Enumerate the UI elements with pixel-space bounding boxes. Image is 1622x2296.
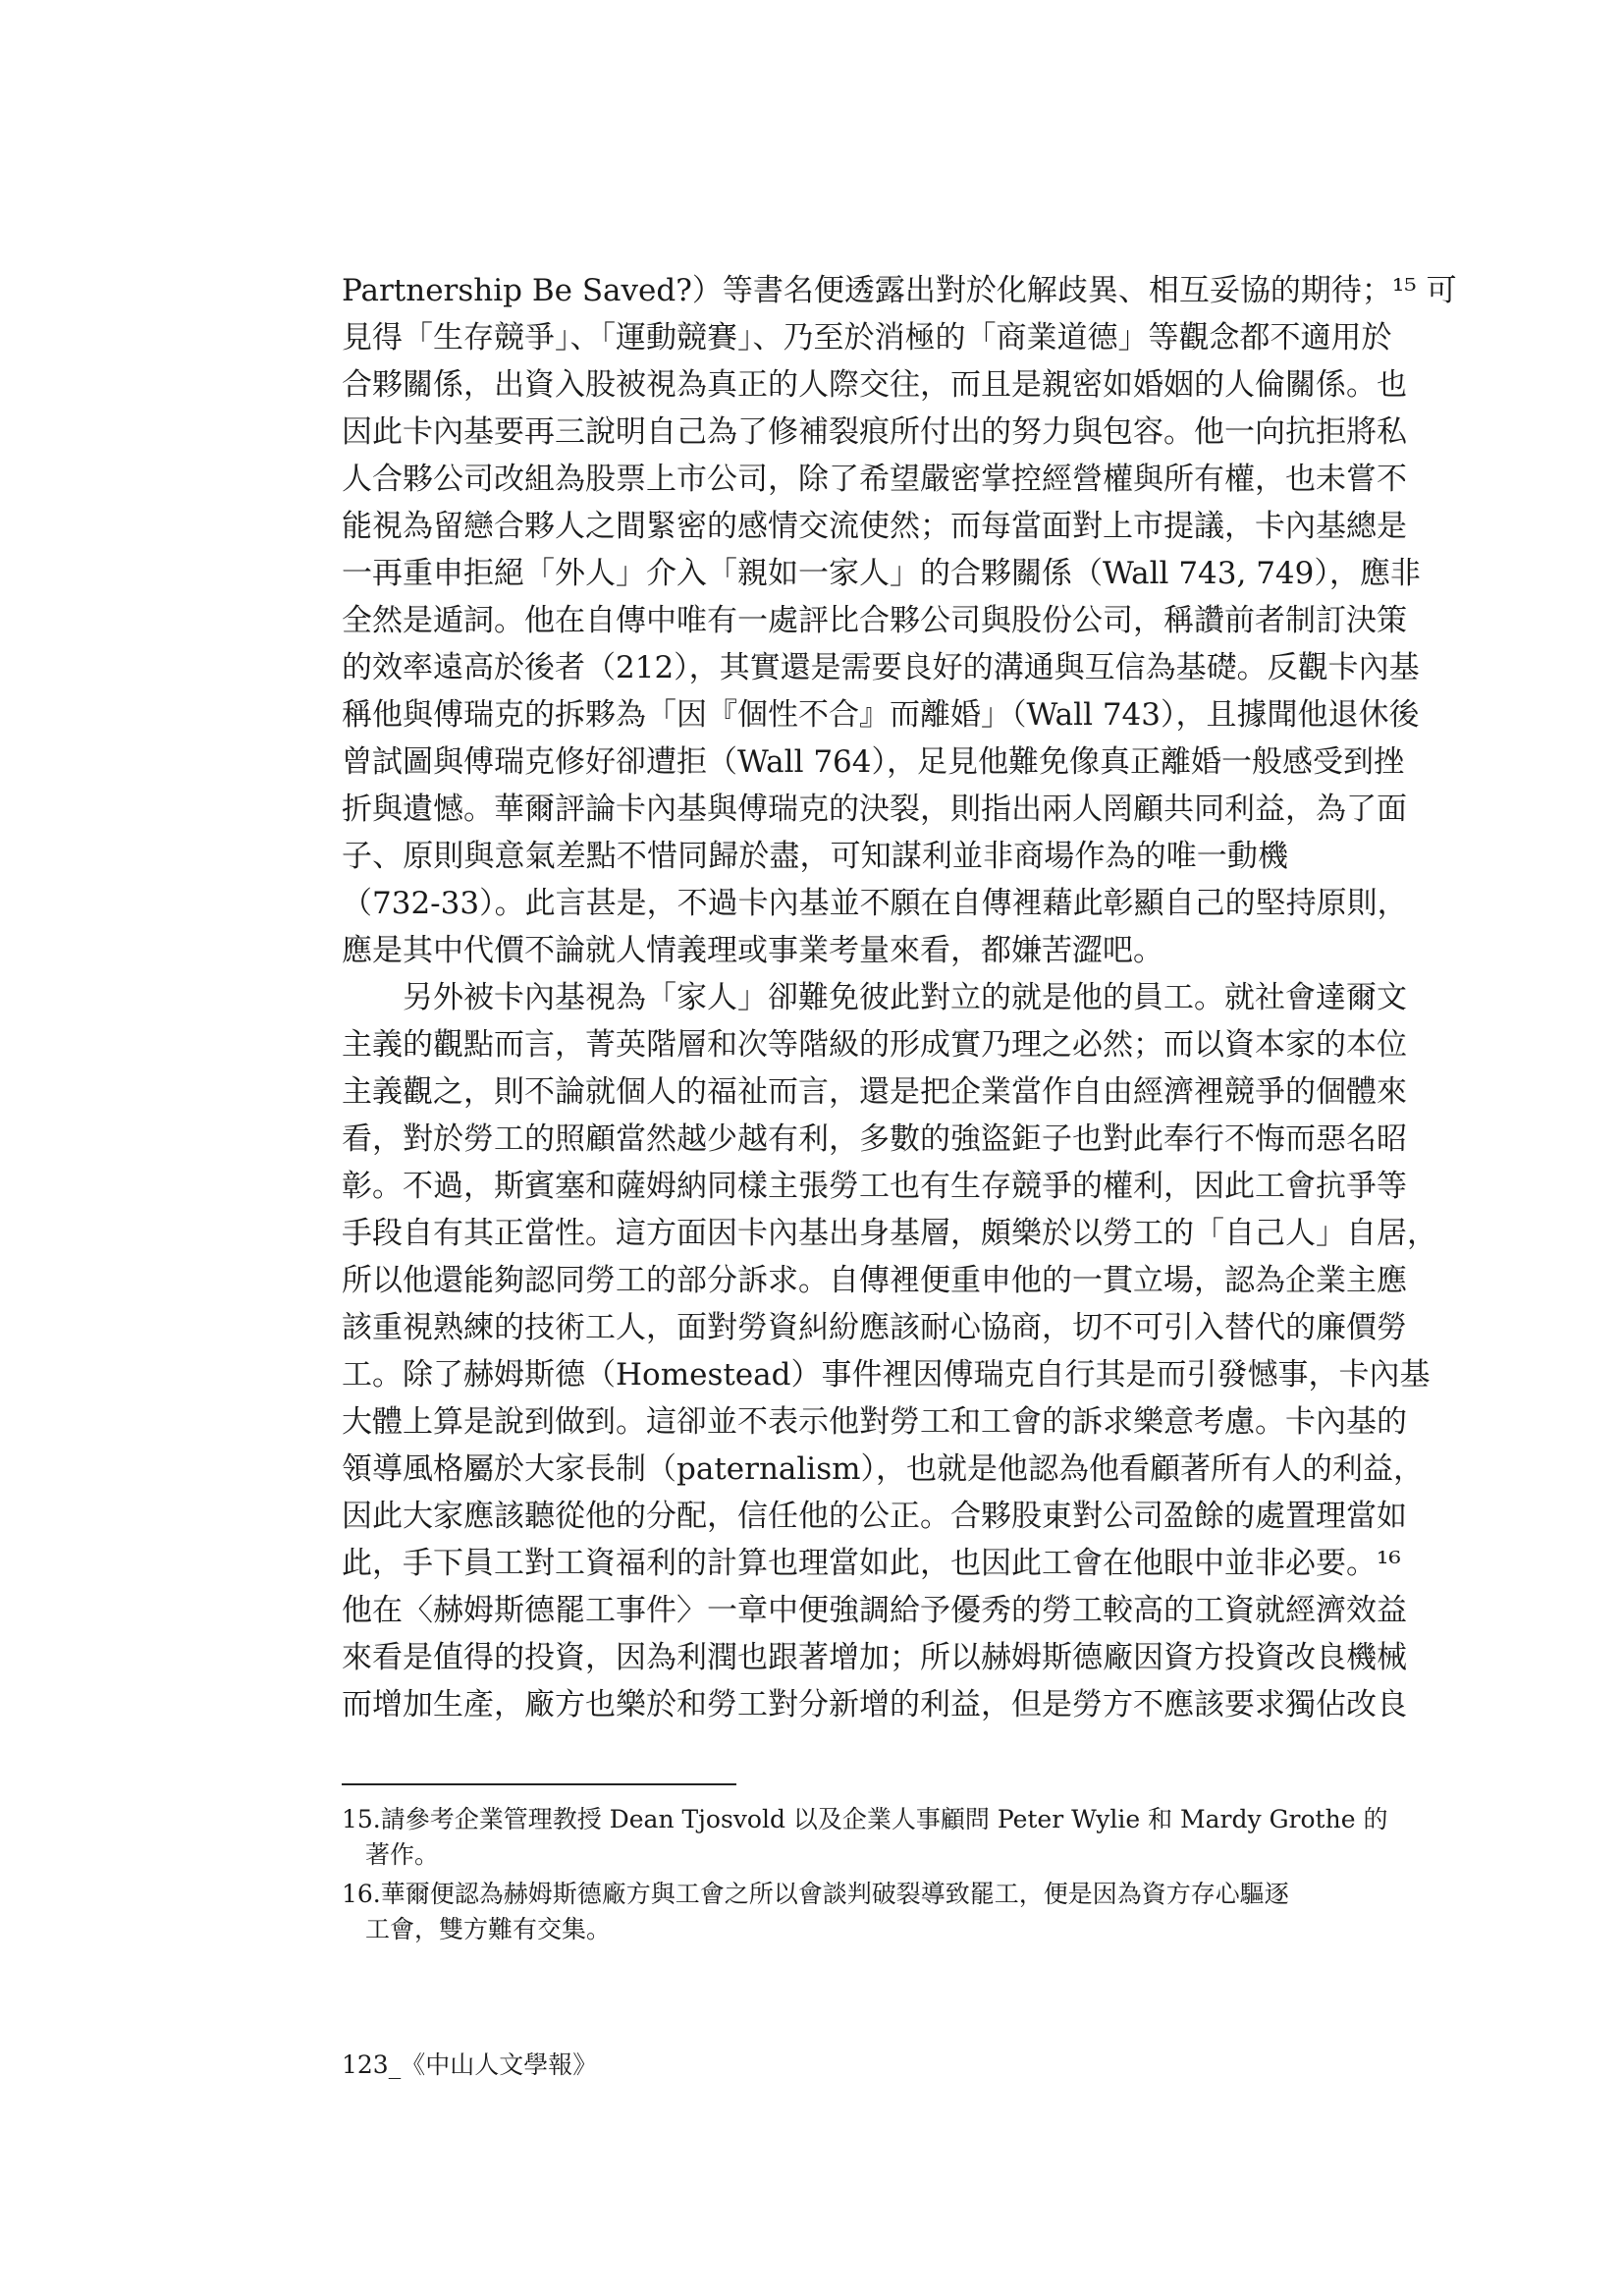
body-line: 因此卡內基要再三說明自己為了修補裂痕所付出的努力與包容。他一向抗拒將私	[342, 414, 1407, 450]
body-line: 子、原則與意氣差點不惜同歸於盡，可知謀利並非商場作為的唯一動機	[342, 839, 1288, 874]
body-line: 稱他與傅瑞克的拆夥為「因『個性不合』而離婚」（Wall 743），且據聞他退休後	[342, 697, 1420, 733]
body-line: 領導風格屬於大家長制（paternalism），也就是他認為他看顧著所有人的利益，	[342, 1451, 1425, 1487]
footnote-15-line1: 15.請參考企業管理教授 Dean Tjosvold 以及企業人事顧問 Peter Wylie 和 Mardy Grothe 的	[342, 1805, 1388, 1833]
body-line: 主義的觀點而言，菁英階層和次等階級的形成實乃理之必然；而以資本家的本位	[342, 1027, 1407, 1063]
body-line: 合夥關係，出資入股被視為真正的人際交往，而且是親密如婚姻的人倫關係。也	[342, 367, 1407, 403]
footnote-16-line1: 16.華爾便認為赫姆斯德廠方與工會之所以會談判破裂導致罷工，便是因為資方存心驅逐	[342, 1880, 1289, 1908]
body-line: 手段自有其正當性。這方面因卡內基出身基層，頗樂於以勞工的「自己人」自居，	[342, 1216, 1437, 1251]
body-line: 看，對於勞工的照顧當然越少越有利，多數的強盜鉅子也對此奉行不悔而惡名昭	[342, 1121, 1407, 1157]
body-line: 曾試圖與傅瑞克修好卻遭拒（Wall 764），足見他難免像真正離婚一般感受到挫	[342, 744, 1404, 780]
footnote-divider	[342, 1783, 736, 1785]
body-line: 應是其中代價不論就人情義理或事業考量來看，都嫌苦澀吧。	[342, 933, 1163, 968]
body-line: 所以他還能夠認同勞工的部分訴求。自傳裡便重申他的一貫立場，認為企業主應	[342, 1263, 1407, 1298]
body-line: 全然是遁詞。他在自傳中唯有一處評比合夥公司與股份公司，稱讚前者制訂決策	[342, 603, 1407, 638]
body-line: 彰。不過，斯賓塞和薩姆納同樣主張勞工也有生存競爭的權利，因此工會抗爭等	[342, 1169, 1407, 1204]
body-line: 一再重申拒絕「外人」介入「親如一家人」的合夥關係（Wall 743, 749），應非	[342, 556, 1421, 591]
body-line: 而增加生產，廠方也樂於和勞工對分新增的利益，但是勞方不應該要求獨佔改良	[342, 1687, 1407, 1722]
footnote-16-line2: 工會，雙方難有交集。	[365, 1915, 612, 1943]
body-line: （732-33）。此言甚是，不過卡內基並不願在自傳裡藉此彰顯自己的堅持原則，	[342, 886, 1408, 921]
body-line: 人合夥公司改組為股票上市公司，除了希望嚴密掌控經營權與所有權，也未嘗不	[342, 462, 1407, 497]
footnote-15-line2: 著作。	[365, 1840, 440, 1869]
body-line: 大體上算是說到做到。這卻並不表示他對勞工和工會的訴求樂意考慮。卡內基的	[342, 1404, 1407, 1440]
body-line: 見得「生存競爭」、「運動競賽」、乃至於消極的「商業道德」等觀念都不適用於	[342, 320, 1392, 355]
body-line: 來看是值得的投資，因為利潤也跟著增加；所以赫姆斯德廠因資方投資改良機械	[342, 1640, 1407, 1675]
body-line: 的效率遠高於後者（212），其實還是需要良好的溝通與互信為基礎。反觀卡內基	[342, 650, 1420, 685]
body-line: 工。除了赫姆斯德（Homestead）事件裡因傅瑞克自行其是而引發憾事，卡內基	[342, 1357, 1431, 1393]
body-line: 主義觀之，則不論就個人的福祉而言，還是把企業當作自由經濟裡競爭的個體來	[342, 1074, 1407, 1110]
page-footer: 123_《中山人文學報》	[342, 2050, 598, 2079]
body-line: 另外被卡內基視為「家人」卻難免彼此對立的就是他的員工。就社會達爾文	[403, 980, 1407, 1015]
body-line: 折與遺憾。華爾評論卡內基與傅瑞克的決裂，則指出兩人罔顧共同利益，為了面	[342, 792, 1407, 827]
body-line: 能視為留戀合夥人之間緊密的感情交流使然；而每當面對上市提議，卡內基總是	[342, 509, 1407, 544]
body-line: Partnership Be Saved?）等書名便透露出對於化解歧異、相互妥協的期待；¹⁵ 可	[342, 273, 1457, 308]
body-line: 因此大家應該聽從他的分配，信任他的公正。合夥股東對公司盈餘的處置理當如	[342, 1499, 1407, 1534]
body-line: 該重視熟練的技術工人，面對勞資糾紛應該耐心協商，切不可引入替代的廉價勞	[342, 1310, 1407, 1345]
body-line: 此，手下員工對工資福利的計算也理當如此，也因此工會在他眼中並非必要。¹⁶	[342, 1546, 1401, 1581]
body-line: 他在〈赫姆斯德罷工事件〉一章中便強調給予優秀的勞工較高的工資就經濟效益	[342, 1593, 1407, 1628]
